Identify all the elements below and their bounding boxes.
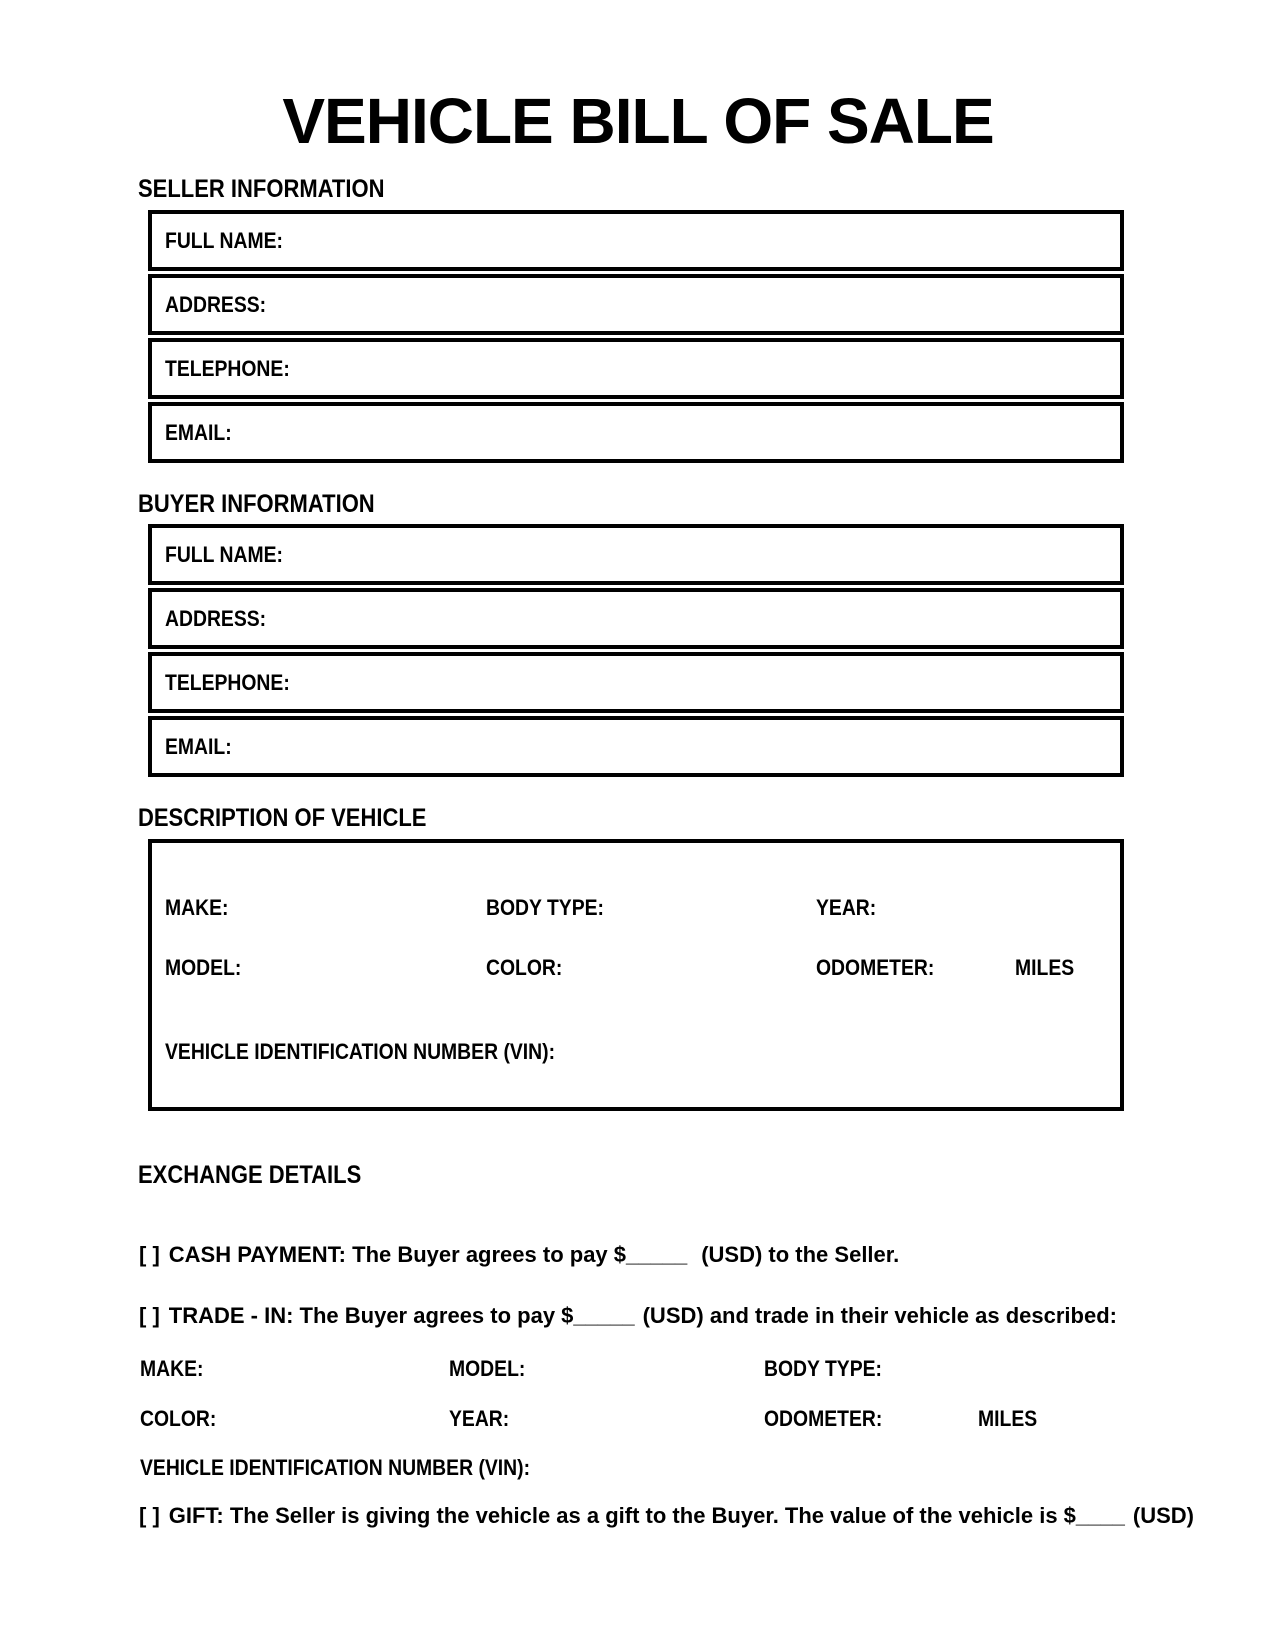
seller-address-row[interactable] [148, 274, 1124, 335]
trade-year-label: YEAR: [449, 1406, 510, 1431]
vehicle-year-label: YEAR: [816, 895, 877, 920]
seller-full-name-row[interactable] [148, 210, 1124, 271]
gift-text: GIFT: The Seller is giving the vehicle as a gift to the Buyer. The value of the vehicle is $ [168, 1503, 1076, 1528]
buyer-full-name-row[interactable] [148, 524, 1124, 585]
trade-model-label: MODEL: [449, 1356, 526, 1381]
trade-vin-label: VEHICLE IDENTIFICATION NUMBER (VIN): [140, 1455, 531, 1480]
trade-in-text: TRADE - IN: The Buyer agrees to pay $ [168, 1303, 574, 1328]
vehicle-body-type-label: BODY TYPE: [486, 895, 604, 920]
seller-email-label: EMAIL: [165, 419, 232, 445]
trade-make-label: MAKE: [140, 1356, 204, 1381]
vehicle-section-heading: DESCRIPTION OF VEHICLE [138, 804, 427, 832]
buyer-full-name-label: FULL NAME: [165, 541, 283, 567]
seller-section-heading: SELLER INFORMATION [138, 175, 385, 203]
vehicle-vin-label: VEHICLE IDENTIFICATION NUMBER (VIN): [165, 1039, 556, 1064]
vehicle-miles-label: MILES [1015, 955, 1075, 980]
seller-telephone-row[interactable] [148, 338, 1124, 399]
gift-text-after: (USD) [1132, 1503, 1194, 1528]
vehicle-make-label: MAKE: [165, 895, 229, 920]
vehicle-color-label: COLOR: [486, 955, 563, 980]
cash-payment-option [139, 1242, 899, 1268]
cash-payment-checkbox[interactable]: [ ] [139, 1242, 160, 1267]
exchange-section-heading: EXCHANGE DETAILS [138, 1161, 362, 1189]
trade-odometer-label: ODOMETER: [764, 1406, 883, 1431]
vehicle-odometer-label: ODOMETER: [816, 955, 935, 980]
buyer-fields-box [148, 524, 1124, 777]
seller-address-label: ADDRESS: [165, 291, 267, 317]
cash-payment-text: CASH PAYMENT: The Buyer agrees to pay $ [168, 1242, 627, 1267]
gift-option [139, 1503, 1194, 1529]
vehicle-description-box[interactable] [148, 839, 1124, 1111]
buyer-section-heading: BUYER INFORMATION [138, 490, 375, 518]
gift-value-blank[interactable]: ____ [1075, 1503, 1125, 1528]
vehicle-model-label: MODEL: [165, 955, 242, 980]
buyer-address-row[interactable] [148, 588, 1124, 649]
trade-miles-label: MILES [978, 1406, 1038, 1431]
buyer-email-label: EMAIL: [165, 733, 232, 759]
buyer-telephone-row[interactable] [148, 652, 1124, 713]
seller-fields-box [148, 210, 1124, 463]
trade-in-text-after: (USD) and trade in their vehicle as described: [642, 1303, 1117, 1328]
document-title: VEHICLE BILL OF SALE [282, 85, 994, 157]
buyer-email-row[interactable] [148, 716, 1124, 777]
trade-amount-blank[interactable]: _____ [573, 1303, 635, 1328]
trade-in-option [139, 1303, 1117, 1329]
buyer-address-label: ADDRESS: [165, 605, 267, 631]
trade-in-checkbox[interactable]: [ ] [139, 1303, 160, 1328]
buyer-telephone-label: TELEPHONE: [165, 669, 290, 695]
gift-checkbox[interactable]: [ ] [139, 1503, 160, 1528]
cash-payment-text-after: (USD) to the Seller. [701, 1242, 900, 1267]
seller-email-row[interactable] [148, 402, 1124, 463]
cash-amount-blank[interactable]: _____ [626, 1242, 688, 1267]
trade-body-type-label: BODY TYPE: [764, 1356, 882, 1381]
trade-color-label: COLOR: [140, 1406, 217, 1431]
seller-telephone-label: TELEPHONE: [165, 355, 290, 381]
seller-full-name-label: FULL NAME: [165, 227, 283, 253]
